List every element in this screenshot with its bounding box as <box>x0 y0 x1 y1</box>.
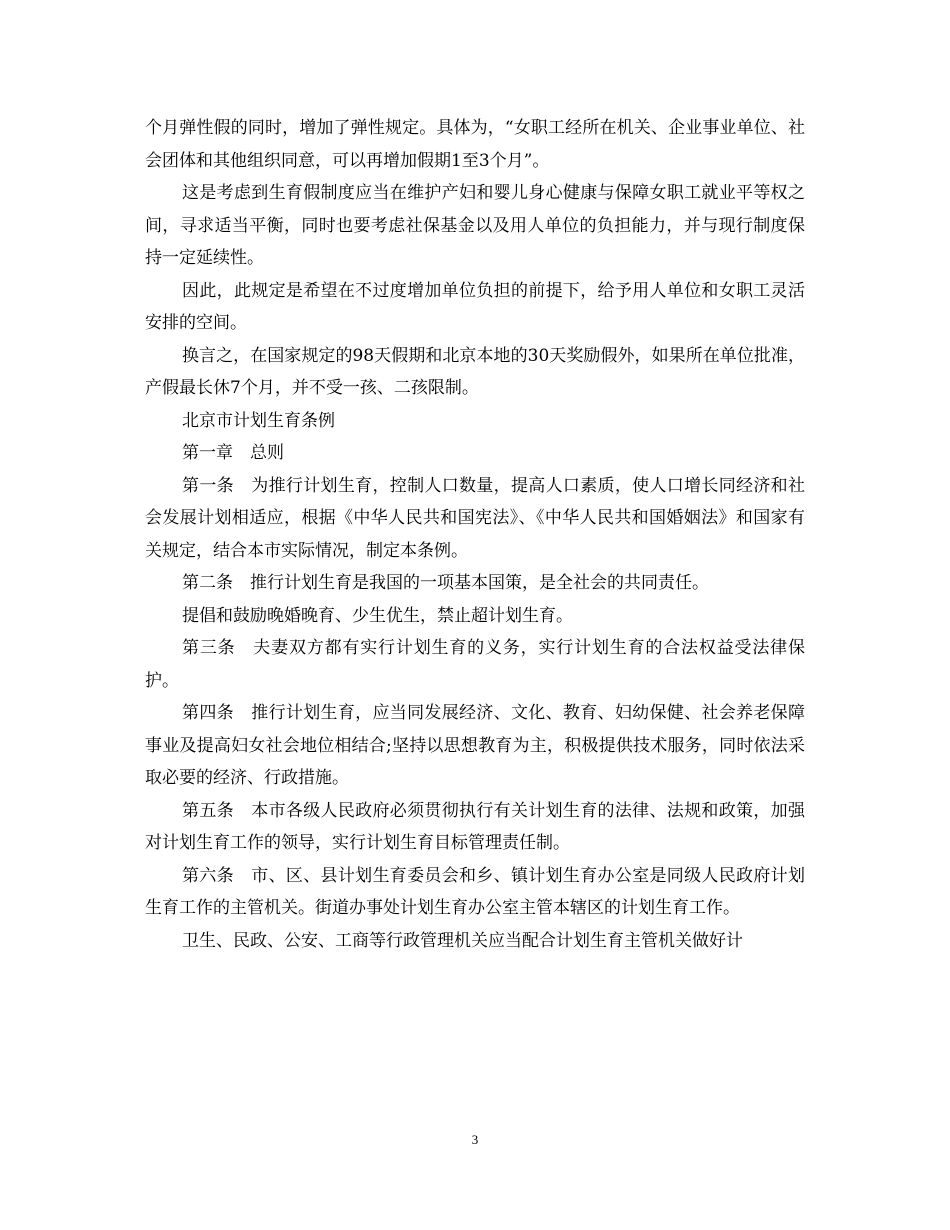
article-2: 第二条 推行计划生育是我国的一项基本国策，是全社会的共同责任。 <box>182 573 709 593</box>
article-3: 第三条 夫妻双方都有实行计划生育的义务，实行计划生育的合法权益受法律保护。 <box>145 638 805 691</box>
article-4: 第四条 推行计划生育，应当同发展经济、文化、教育、妇幼保健、社会养老保障事业及提高妇女社会地位相结合;坚持以思想教育为主，积极提供技术服务，同时依法采取必要的经济、行政措施。 <box>145 703 805 788</box>
paragraph: 个月弹性假的同时，增加了弹性规定。具体为，“女职工经所在机关、企业事业单位、社会团体和其他组织同意，可以再增加假期1至3个月”。 <box>145 118 805 171</box>
paragraph: 换言之，在国家规定的98天假期和北京本地的30天奖励假外，如果所在单位批准，产假最长休7个月，并不受一孩、二孩限制。 <box>145 345 805 398</box>
paragraph: 因此，此规定是希望在不过度增加单位负担的前提下，给予用人单位和女职工灵活安排的空间。 <box>145 280 805 333</box>
article-1: 第一条 为推行计划生育，控制人口数量，提高人口素质，使人口增长同经济和社会发展计划相适应，根据《中华人民共和国宪法》、《中华人民共和国婚姻法》和国家有关规定，结合本市实际情况，制定本条例。 <box>145 475 805 561</box>
page-number: 3 <box>471 1132 479 1147</box>
article-5: 第五条 本市各级人民政府必须贯彻执行有关计划生育的法律、法规和政策，加强对计划生育工作的领导，实行计划生育目标管理责任制。 <box>145 800 805 853</box>
article-6: 第六条 市、区、县计划生育委员会和乡、镇计划生育办公室是同级人民政府计划生育工作的主管机关。街道办事处计划生育办公室主管本辖区的计划生育工作。 <box>145 865 805 918</box>
document-body <box>145 112 805 957</box>
paragraph: 卫生、民政、公安、工商等行政管理机关应当配合计划生育主管机关做好计 <box>182 930 743 951</box>
paragraph: 这是考虑到生育假制度应当在维护产妇和婴儿身心健康与保障女职工就业平等权之间，寻求适当平衡，同时也要考虑社保基金以及用人单位的负担能力，并与现行制度保持一定延续性。 <box>145 183 805 268</box>
regulation-title: 北京市计划生育条例 <box>182 410 335 431</box>
paragraph: 提倡和鼓励晚婚晚育、少生优生，禁止超计划生育。 <box>182 605 573 626</box>
chapter-heading: 第一章 总则 <box>182 443 284 463</box>
